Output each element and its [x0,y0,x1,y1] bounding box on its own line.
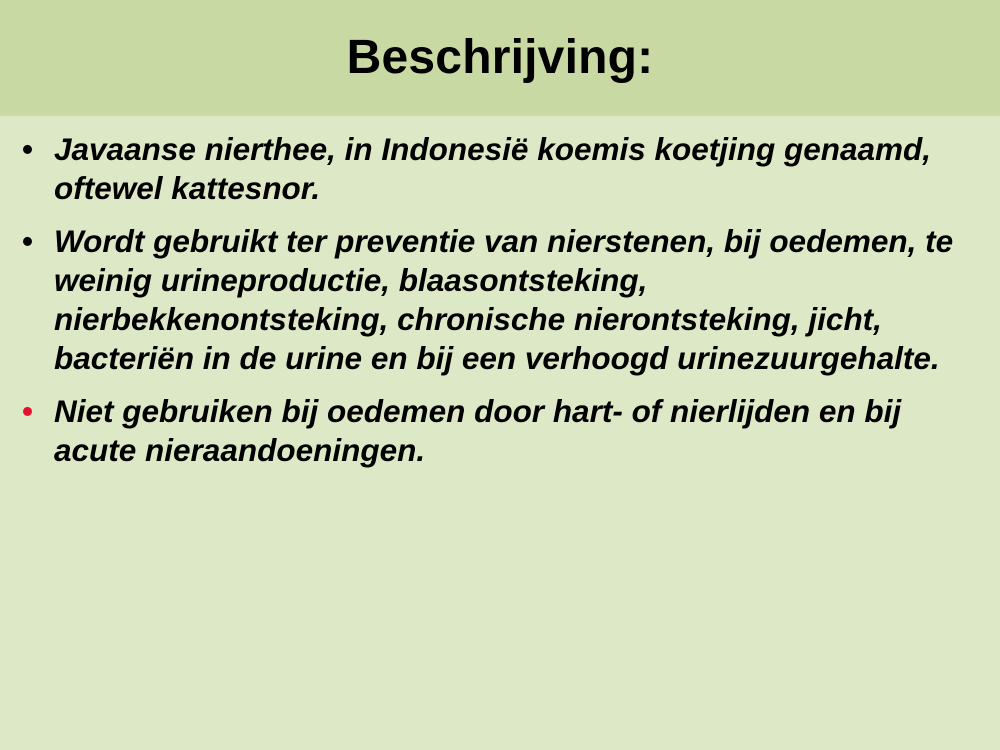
bullet-list [14,130,982,470]
list-item-warning [14,392,982,470]
slide-title-bar [0,0,1000,116]
list-item [14,222,982,378]
bullet-icon: • [22,393,34,430]
list-item-text: Wordt gebruikt ter preventie van nierstenen, bij oedemen, te weinig urineproductie, blaasontsteking, nierbekkenontsteking, chronische nierontsteking, jicht, bacteriën in de urine en bij een verhoogd urinezuurgehalte. [54,223,954,377]
bullet-icon: • [22,131,34,167]
bullet-icon: • [22,223,34,260]
slide-body [0,116,1000,470]
list-item [14,130,982,208]
page-title: Beschrijving: [346,30,654,84]
list-item-text: Niet gebruiken bij oedemen door hart- of nierlijden en bij acute nieraandoeningen. [54,393,902,469]
list-item-text: Javaanse nierthee, in Indonesië koemis koetjing genaamd, oftewel kattesnor. [54,131,932,207]
